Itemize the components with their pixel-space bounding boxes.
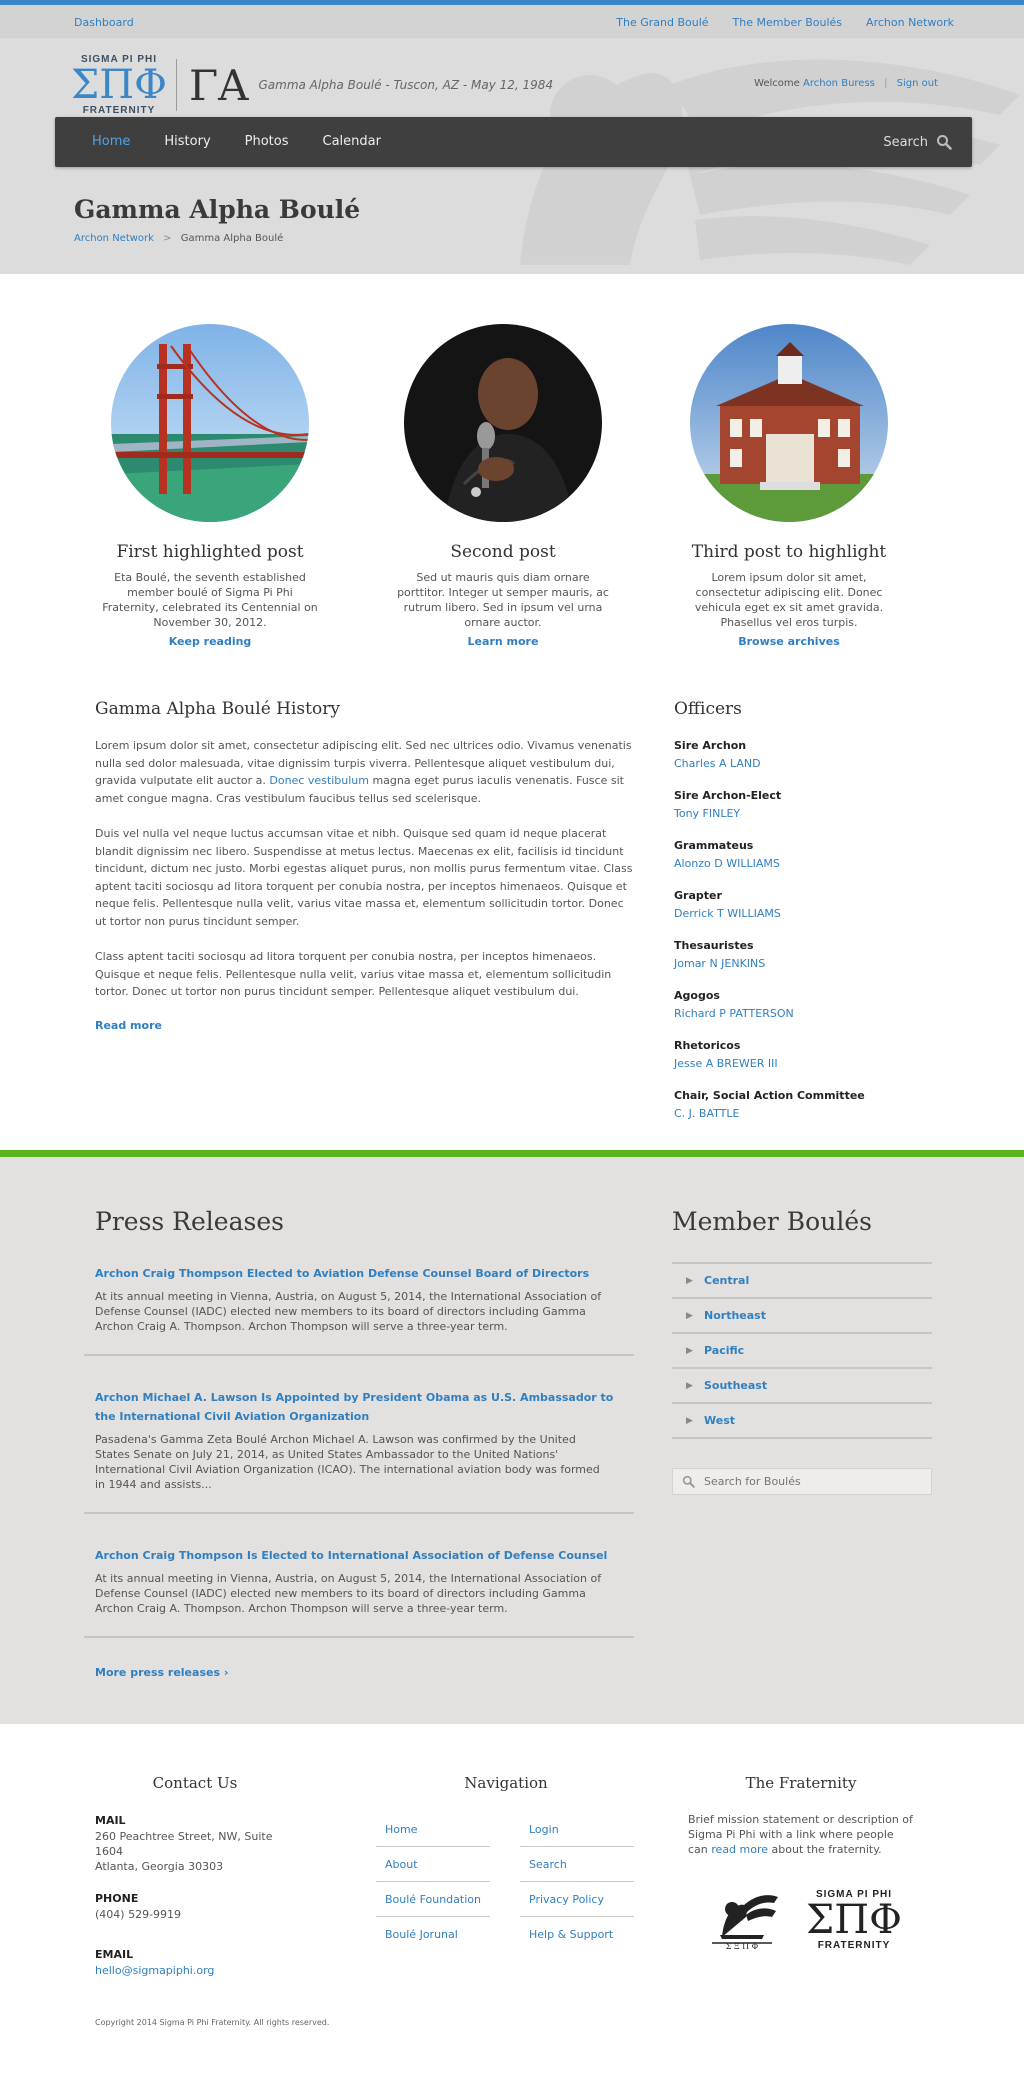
history-paragraph: Duis vel nulla vel neque luctus accumsan vitae et nibh. Quisque sed quam id neque placerat blandit dignissim nec libero. Suspendisse at metus lectus. Maecenas ex elit, facilisis id tincidunt tincidunt, dictum nec justo. Morbi egestas aliquet purus, non mollis purus fermentum vitae. Class aptent taciti sociosqu ad litora torquent per conubia nostra, per inceptos himenaeos. Quisque et neque felis. Pellentesque nulla velit, varius vitae massa et, elementum sollicitudin tortor. Donec ut tortor non purus tincidunt semper. (95, 827, 633, 928)
copyright: Copyright 2014 Sigma Pi Phi Fraternity. All rights reserved. (95, 2018, 330, 2027)
officer-role: Rhetoricos (674, 1039, 741, 1052)
browse-archives-link[interactable]: Browse archives (738, 635, 840, 648)
user-profile-link[interactable]: Archon Buress (803, 78, 875, 89)
officer-role: Agogos (674, 989, 720, 1002)
press-item (84, 1262, 634, 1356)
boule-search-box (672, 1468, 932, 1495)
officer-name-link[interactable]: Richard P PATTERSON (674, 1007, 794, 1020)
feature-body: Lorem ipsum dolor sit amet, consectetur adipiscing elit. Donec vehicula eget ex sit amet gravida. Phasellus vel eros turpis. (694, 571, 884, 629)
footer-navigation (376, 1774, 636, 1952)
boule-region-label: Northeast (704, 1309, 766, 1322)
boule-region-west[interactable] (672, 1404, 932, 1439)
boule-region-northeast[interactable] (672, 1299, 932, 1334)
member-boules (672, 1207, 932, 1495)
learn-more-link[interactable]: Learn more (467, 635, 539, 648)
utility-bar (0, 5, 1024, 38)
logo-top-text: SIGMA PI PHI (815, 1889, 893, 1900)
history-text: Lorem ipsum dolor sit amet, consectetur adipiscing elit. Sed nec ultrices odio. Vivamus venenatis nulla sed dolor malesuada, vitae dignissim turpis viverra. Pellentesque aliquet vestibulum dui, gravida vulputate elit auctor a. (95, 739, 632, 787)
mail-line-1: 260 Peachtree Street, NW, Suite 1604 (95, 1830, 273, 1858)
main-navbar (55, 117, 972, 167)
officer-role: Grapter (674, 889, 722, 902)
dashboard-link[interactable]: Dashboard (74, 16, 134, 29)
seal-text: Σ Ξ Π Φ (725, 1942, 759, 1951)
nav-search[interactable] (883, 117, 952, 167)
phone-label: PHONE (95, 1892, 139, 1905)
utility-links (616, 16, 954, 29)
press-item (84, 1386, 634, 1514)
boule-region-southeast[interactable] (672, 1369, 932, 1404)
brand (71, 54, 554, 116)
footer-nav-boule-foundation[interactable]: Boulé Foundation (376, 1882, 490, 1917)
chevron-right-icon: › (223, 1666, 229, 1679)
press-item-summary: Pasadena's Gamma Zeta Boulé Archon Michael A. Lawson was confirmed by the United States Senate on July 21, 2014, as United States Ambassador to the United Nations' International Civil Aviation Organization (ICAO). The international aviation body was formed in 1944 and assists... (95, 1433, 600, 1491)
officer-name-link[interactable]: Tony FINLEY (674, 807, 741, 820)
officer-entry (674, 1089, 914, 1121)
nav-photos[interactable]: Photos (244, 134, 289, 149)
main-content (0, 684, 1024, 1150)
boule-region-list (672, 1262, 932, 1439)
officer-role: Thesauristes (674, 939, 754, 952)
fraternity-title: The Fraternity (745, 1774, 857, 1792)
officer-role: Grammateus (674, 839, 754, 852)
press-item-summary: At its annual meeting in Vienna, Austria, on August 5, 2014, the International Association of Defense Counsel (IADC) elected new members to its board of directors including Gamma Archon Craig A. Thompson. Archon Thompson will serve a three-year term. (95, 1290, 602, 1333)
officer-entry (674, 1039, 914, 1071)
logo-greek-letters: ΣΠΦ (806, 1897, 902, 1943)
footer-contact (95, 1774, 295, 1978)
mail-line-2: Atlanta, Georgia 30303 (95, 1860, 224, 1873)
history-text: magna eget purus iaculis venenatis. Fusce sit amet congue magna. Cras vestibulum faucibus tellus sed scelerisque. (95, 774, 624, 805)
officer-entry (674, 839, 914, 871)
officer-entry (674, 939, 914, 971)
feature-card (664, 324, 914, 648)
breadcrumb-separator-icon: > (163, 233, 172, 244)
officers-title: Officers (674, 699, 742, 719)
fraternity-text: Brief mission statement or description of Sigma Pi Phi with a link where people can (688, 1813, 913, 1856)
boule-region-central[interactable] (672, 1264, 932, 1299)
navigation-title: Navigation (464, 1774, 548, 1792)
more-press-releases-link[interactable] (84, 1666, 634, 1679)
boule-region-pacific[interactable] (672, 1334, 932, 1369)
more-press-label: More press releases (95, 1666, 220, 1679)
fraternity-logos (688, 1887, 914, 1953)
member-boules-link[interactable]: The Member Boulés (732, 16, 843, 29)
chapter-tagline: Gamma Alpha Boulé - Tuscon, AZ - May 12, 1984 (258, 78, 554, 92)
press-item-title-link[interactable]: Archon Craig Thompson Elected to Aviation Defense Counsel Board of Directors (95, 1267, 590, 1280)
footer-nav-privacy-policy[interactable]: Privacy Policy (520, 1882, 634, 1917)
history-paragraph: Class aptent taciti sociosqu ad litora torquent per conubia nostra, per inceptos himenaeos. Quisque et neque felis. Pellentesque nulla velit, varius vitae massa et, elementum sollicitudin tortor. Donec ut tortor non purus tincidunt semper. Pellentesque aliquet vestibulum dui. (95, 950, 612, 998)
read-more-link[interactable]: read more (711, 1843, 769, 1856)
triangle-right-icon: ▶ (686, 1345, 693, 1356)
footer-fraternity (688, 1774, 914, 1953)
triangle-right-icon: ▶ (686, 1415, 693, 1426)
logo-greek-letters: ΣΠΦ (71, 62, 167, 108)
sphinx-seal-logo (702, 1887, 782, 1953)
footer-nav-grid (376, 1812, 636, 1952)
nav-calendar[interactable]: Calendar (322, 134, 381, 149)
history-title: Gamma Alpha Boulé History (95, 699, 340, 719)
page-title: Gamma Alpha Boulé (74, 195, 361, 224)
nav-search-label: Search (883, 134, 928, 150)
fraternity-logo[interactable] (71, 54, 167, 116)
footer-nav-about[interactable]: About (376, 1847, 490, 1882)
feature-title: First highlighted post (116, 542, 304, 562)
feature-title: Third post to highlight (691, 542, 887, 562)
feature-image-singer[interactable] (404, 324, 602, 522)
officer-name-link[interactable]: Jesse A BREWER III (674, 1057, 778, 1070)
nav-home[interactable]: Home (92, 134, 131, 149)
grand-boule-link[interactable]: The Grand Boulé (616, 16, 709, 29)
officer-entry (674, 789, 914, 821)
nav-history[interactable]: History (164, 134, 211, 149)
breadcrumb-archon-network[interactable]: Archon Network (74, 233, 154, 244)
keep-reading-link[interactable]: Keep reading (168, 635, 252, 648)
donec-vestibulum-link[interactable]: Donec vestibulum (269, 774, 369, 787)
boule-region-label: West (704, 1414, 736, 1427)
press-section-wrapper (0, 1150, 1024, 1724)
officers-section (674, 699, 914, 1121)
officer-name-link[interactable]: Charles A LAND (674, 757, 761, 770)
triangle-right-icon: ▶ (686, 1310, 693, 1321)
press-item (84, 1544, 634, 1638)
feature-title: Second post (450, 542, 556, 562)
feature-image-bridge[interactable] (111, 324, 309, 522)
featured-posts (0, 274, 1024, 684)
officer-name-link[interactable]: Alonzo D WILLIAMS (674, 857, 780, 870)
nav-items (75, 117, 398, 167)
boule-region-label: Southeast (704, 1379, 768, 1392)
contact-title: Contact Us (152, 1774, 238, 1792)
feature-image-building[interactable] (690, 324, 888, 522)
contact-phone (95, 1892, 295, 1922)
breadcrumb (74, 233, 283, 244)
chapter-letters: ΓΑ (189, 60, 249, 110)
footer-fraternity-logo (808, 1889, 900, 1951)
triangle-right-icon: ▶ (686, 1275, 693, 1286)
history-section (95, 699, 635, 1032)
site-footer (0, 1724, 1024, 2064)
feature-card (85, 324, 335, 648)
officer-role: Chair, Social Action Committee (674, 1089, 865, 1102)
feature-body: Eta Boulé, the seventh established member boulé of Sigma Pi Phi Fraternity, celebrated its Centennial on November 30, 2012. (102, 571, 318, 629)
feature-body: Sed ut mauris quis diam ornare porttitor. Integer ut semper mauris, ac rutrum libero. Sed in ipsum vel urna ornare auctor. (397, 571, 609, 629)
breadcrumb-current: Gamma Alpha Boulé (180, 233, 284, 244)
fraternity-description (688, 1812, 914, 1857)
site-header (0, 0, 1024, 274)
officer-entry (674, 889, 914, 921)
logo-bottom-text: FRATERNITY (817, 1940, 891, 1951)
boule-search-input[interactable] (704, 1475, 904, 1488)
press-releases (84, 1207, 634, 1679)
search-icon (682, 1475, 695, 1488)
archon-network-link[interactable]: Archon Network (866, 16, 954, 29)
officer-entry (674, 989, 914, 1021)
history-read-more-link[interactable]: Read more (95, 1018, 162, 1032)
footer-nav-search[interactable]: Search (520, 1847, 634, 1882)
press-item-summary: At its annual meeting in Vienna, Austria, on August 5, 2014, the International Association of Defense Counsel (IADC) elected new members to its board of directors including Gamma Archon Craig A. Thompson. Archon Thompson will serve a three-year term. (95, 1572, 602, 1615)
contact-email (95, 1948, 295, 1978)
officer-name-link[interactable]: Jomar N JENKINS (674, 957, 766, 970)
welcome-prefix: Welcome (754, 78, 800, 89)
fraternity-text: about the fraternity. (768, 1843, 882, 1856)
footer-nav-help-support[interactable]: Help & Support (529, 1928, 614, 1941)
officer-entry (674, 739, 914, 771)
press-title: Press Releases (95, 1207, 284, 1236)
boule-region-label: Central (704, 1274, 750, 1287)
triangle-right-icon: ▶ (686, 1380, 693, 1391)
boule-region-label: Pacific (704, 1344, 745, 1357)
search-icon (936, 134, 952, 150)
welcome-divider: | (884, 78, 888, 89)
footer-nav-home[interactable]: Home (376, 1812, 490, 1847)
email-link[interactable]: hello@sigmapiphi.org (95, 1964, 215, 1977)
welcome-bar (754, 78, 938, 89)
footer-nav-boule-journal[interactable]: Boulé Jorunal (385, 1928, 458, 1941)
feature-card (378, 324, 628, 648)
mail-label: MAIL (95, 1814, 126, 1827)
officer-role: Sire Archon-Elect (674, 789, 782, 802)
phone-value: (404) 529-9919 (95, 1908, 182, 1921)
email-label: EMAIL (95, 1948, 134, 1961)
member-boules-title: Member Boulés (672, 1207, 872, 1236)
press-item-title-link[interactable]: Archon Michael A. Lawson Is Appointed by President Obama as U.S. Ambassador to the International Civil Aviation Organization (95, 1391, 614, 1423)
contact-mail (95, 1814, 295, 1874)
logo-bottom-text: FRATERNITY (82, 105, 156, 116)
officer-name-link[interactable]: Derrick T WILLIAMS (674, 907, 781, 920)
logo-top-text: SIGMA PI PHI (80, 54, 158, 65)
brand-divider (176, 59, 177, 111)
officer-role: Sire Archon (674, 739, 747, 752)
officer-name-link[interactable]: C. J. BATTLE (674, 1107, 740, 1120)
sign-out-link[interactable]: Sign out (896, 78, 938, 89)
press-item-title-link[interactable]: Archon Craig Thompson Is Elected to International Association of Defense Counsel (95, 1549, 608, 1562)
footer-nav-login[interactable]: Login (520, 1812, 634, 1847)
history-paragraph (95, 737, 635, 807)
